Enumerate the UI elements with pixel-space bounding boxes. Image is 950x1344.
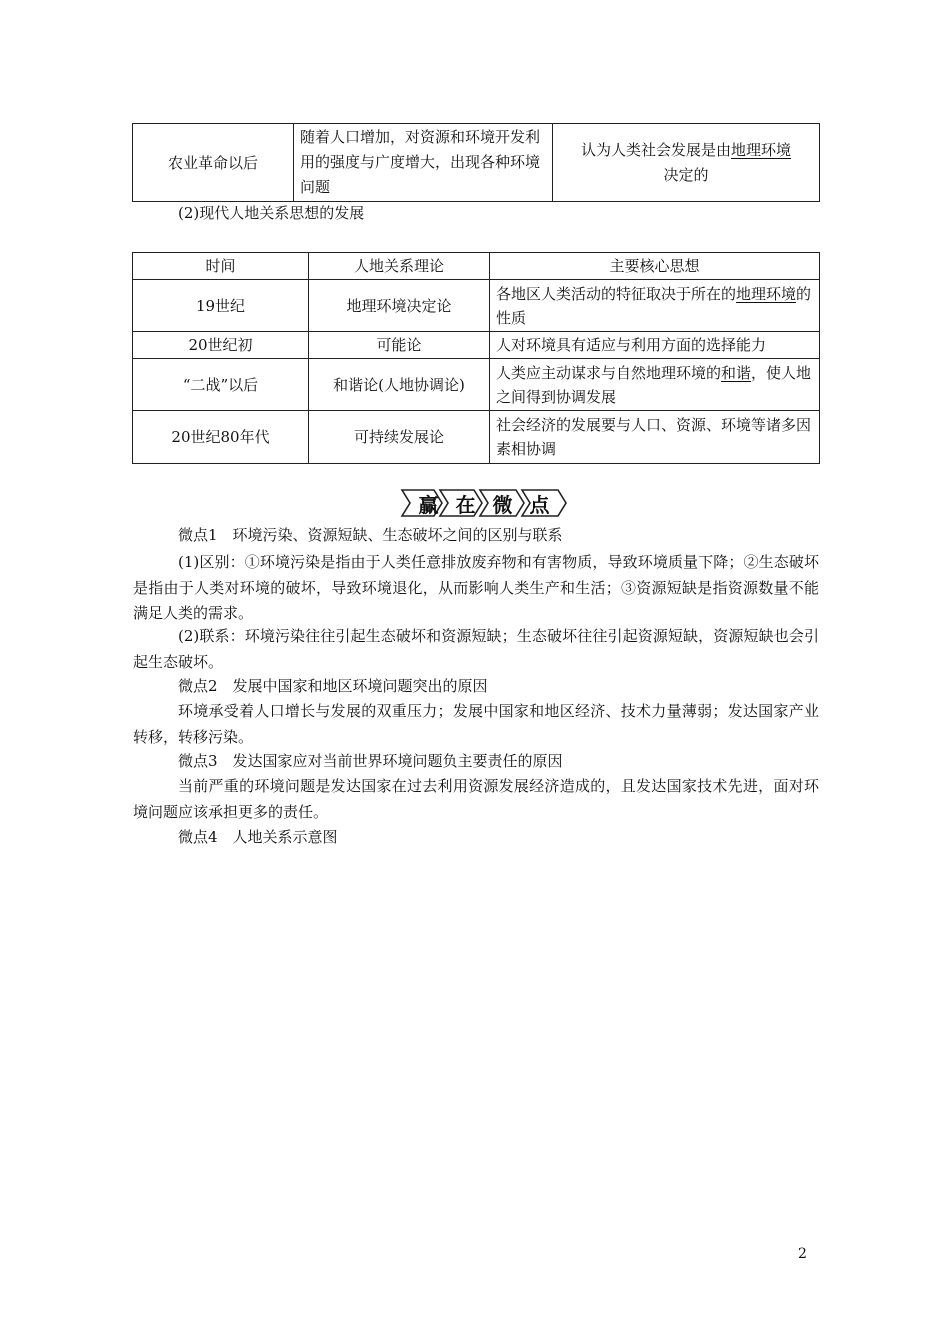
header-time: 时间: [133, 253, 309, 280]
core-idea-text: 各地区人类活动的特征取决于所在的: [496, 284, 737, 303]
point2-title: 微点2 发展中国家和地区环境问题突出的原因: [178, 677, 488, 695]
time-cell: 19世纪: [133, 280, 309, 332]
point1-title: 微点1 环境污染、资源短缺、生态破坏之间的区别与联系: [178, 526, 563, 544]
point1-connection: (2)联系：环境污染往往引起生态破坏和资源短缺；生态破坏往往引起资源短缺，资源短缺也会引起生态破坏。: [133, 627, 819, 671]
core-idea-cell: 社会经济的发展要与人口、资源、环境等诸多因素相协调: [490, 411, 820, 464]
core-idea-text: 人类应主动谋求与自然地理环境的: [496, 363, 722, 382]
core-idea-cell: [490, 280, 820, 332]
table-row: [133, 332, 820, 359]
point3-body: 当前严重的环境问题是发达国家在过去利用资源发展经济造成的，且发达国家技术先进，面对环境问题应该承担更多的责任。: [133, 777, 819, 821]
banner-char: 赢: [418, 492, 439, 517]
thought-text-end: 决定的: [663, 165, 709, 184]
point3-title: 微点3 发达国家应对当前世界环境问题负主要责任的原因: [178, 752, 563, 770]
table-row: [133, 280, 820, 332]
theory-cell: 和谐论(人地协调论): [309, 359, 490, 411]
banner-char: 微: [492, 492, 513, 517]
thought-cell: [553, 124, 820, 202]
thought-underlined: 地理环境: [731, 140, 792, 159]
banner-char: 在: [455, 492, 476, 517]
section-banner: [400, 487, 568, 519]
point1-difference: (1)区别：①环境污染是指由于人类任意排放废弃物和有害物质，导致环境质量下降；②生态破坏是指由于人类对环境的破坏，导致环境退化，从而影响人类生产和生活；③资源短缺是指资源数量不能满足人类的需求。: [133, 553, 819, 622]
page-number: 2: [798, 1246, 807, 1262]
table-row: [133, 124, 820, 202]
header-core-idea: 主要核心思想: [490, 253, 820, 280]
thought-text: 认为人类社会发展是由: [580, 140, 731, 159]
point2-body: 环境承受着人口增长与发展的双重压力；发展中国家和地区经济、技术力量薄弱；发达国家产业转移，转移污染。: [133, 702, 819, 746]
core-idea-cell: [490, 359, 820, 411]
core-idea-cell: 人对环境具有适应与利用方面的选择能力: [490, 332, 820, 359]
point4-title: 微点4 人地关系示意图: [178, 828, 338, 846]
core-idea-text-end: ，使人地之间得到协调发展: [496, 363, 812, 406]
feature-cell: 随着人口增加，对资源和环境开发利用的强度与广度增大，出现各种环境问题: [294, 124, 553, 202]
table-header-row: [133, 253, 820, 280]
theory-cell: 可持续发展论: [309, 411, 490, 464]
period-cell: 农业革命以后: [133, 124, 294, 202]
time-cell: “二战”以后: [133, 359, 309, 411]
table-modern-thought: [132, 252, 820, 464]
table-row: [133, 359, 820, 411]
banner-text: [400, 487, 568, 519]
theory-cell: 地理环境决定论: [309, 280, 490, 332]
time-cell: 20世纪80年代: [133, 411, 309, 464]
table-agri-revolution: [132, 123, 820, 202]
banner-char: 点: [529, 492, 550, 517]
table-row: [133, 411, 820, 464]
core-idea-text-end: 的性质: [496, 284, 812, 327]
theory-cell: 可能论: [309, 332, 490, 359]
header-theory: 人地关系理论: [309, 253, 490, 280]
core-idea-underlined: 和谐: [721, 363, 752, 382]
time-cell: 20世纪初: [133, 332, 309, 359]
core-idea-underlined: 地理环境: [736, 284, 797, 303]
section-title: (2)现代人地关系思想的发展: [178, 204, 365, 222]
